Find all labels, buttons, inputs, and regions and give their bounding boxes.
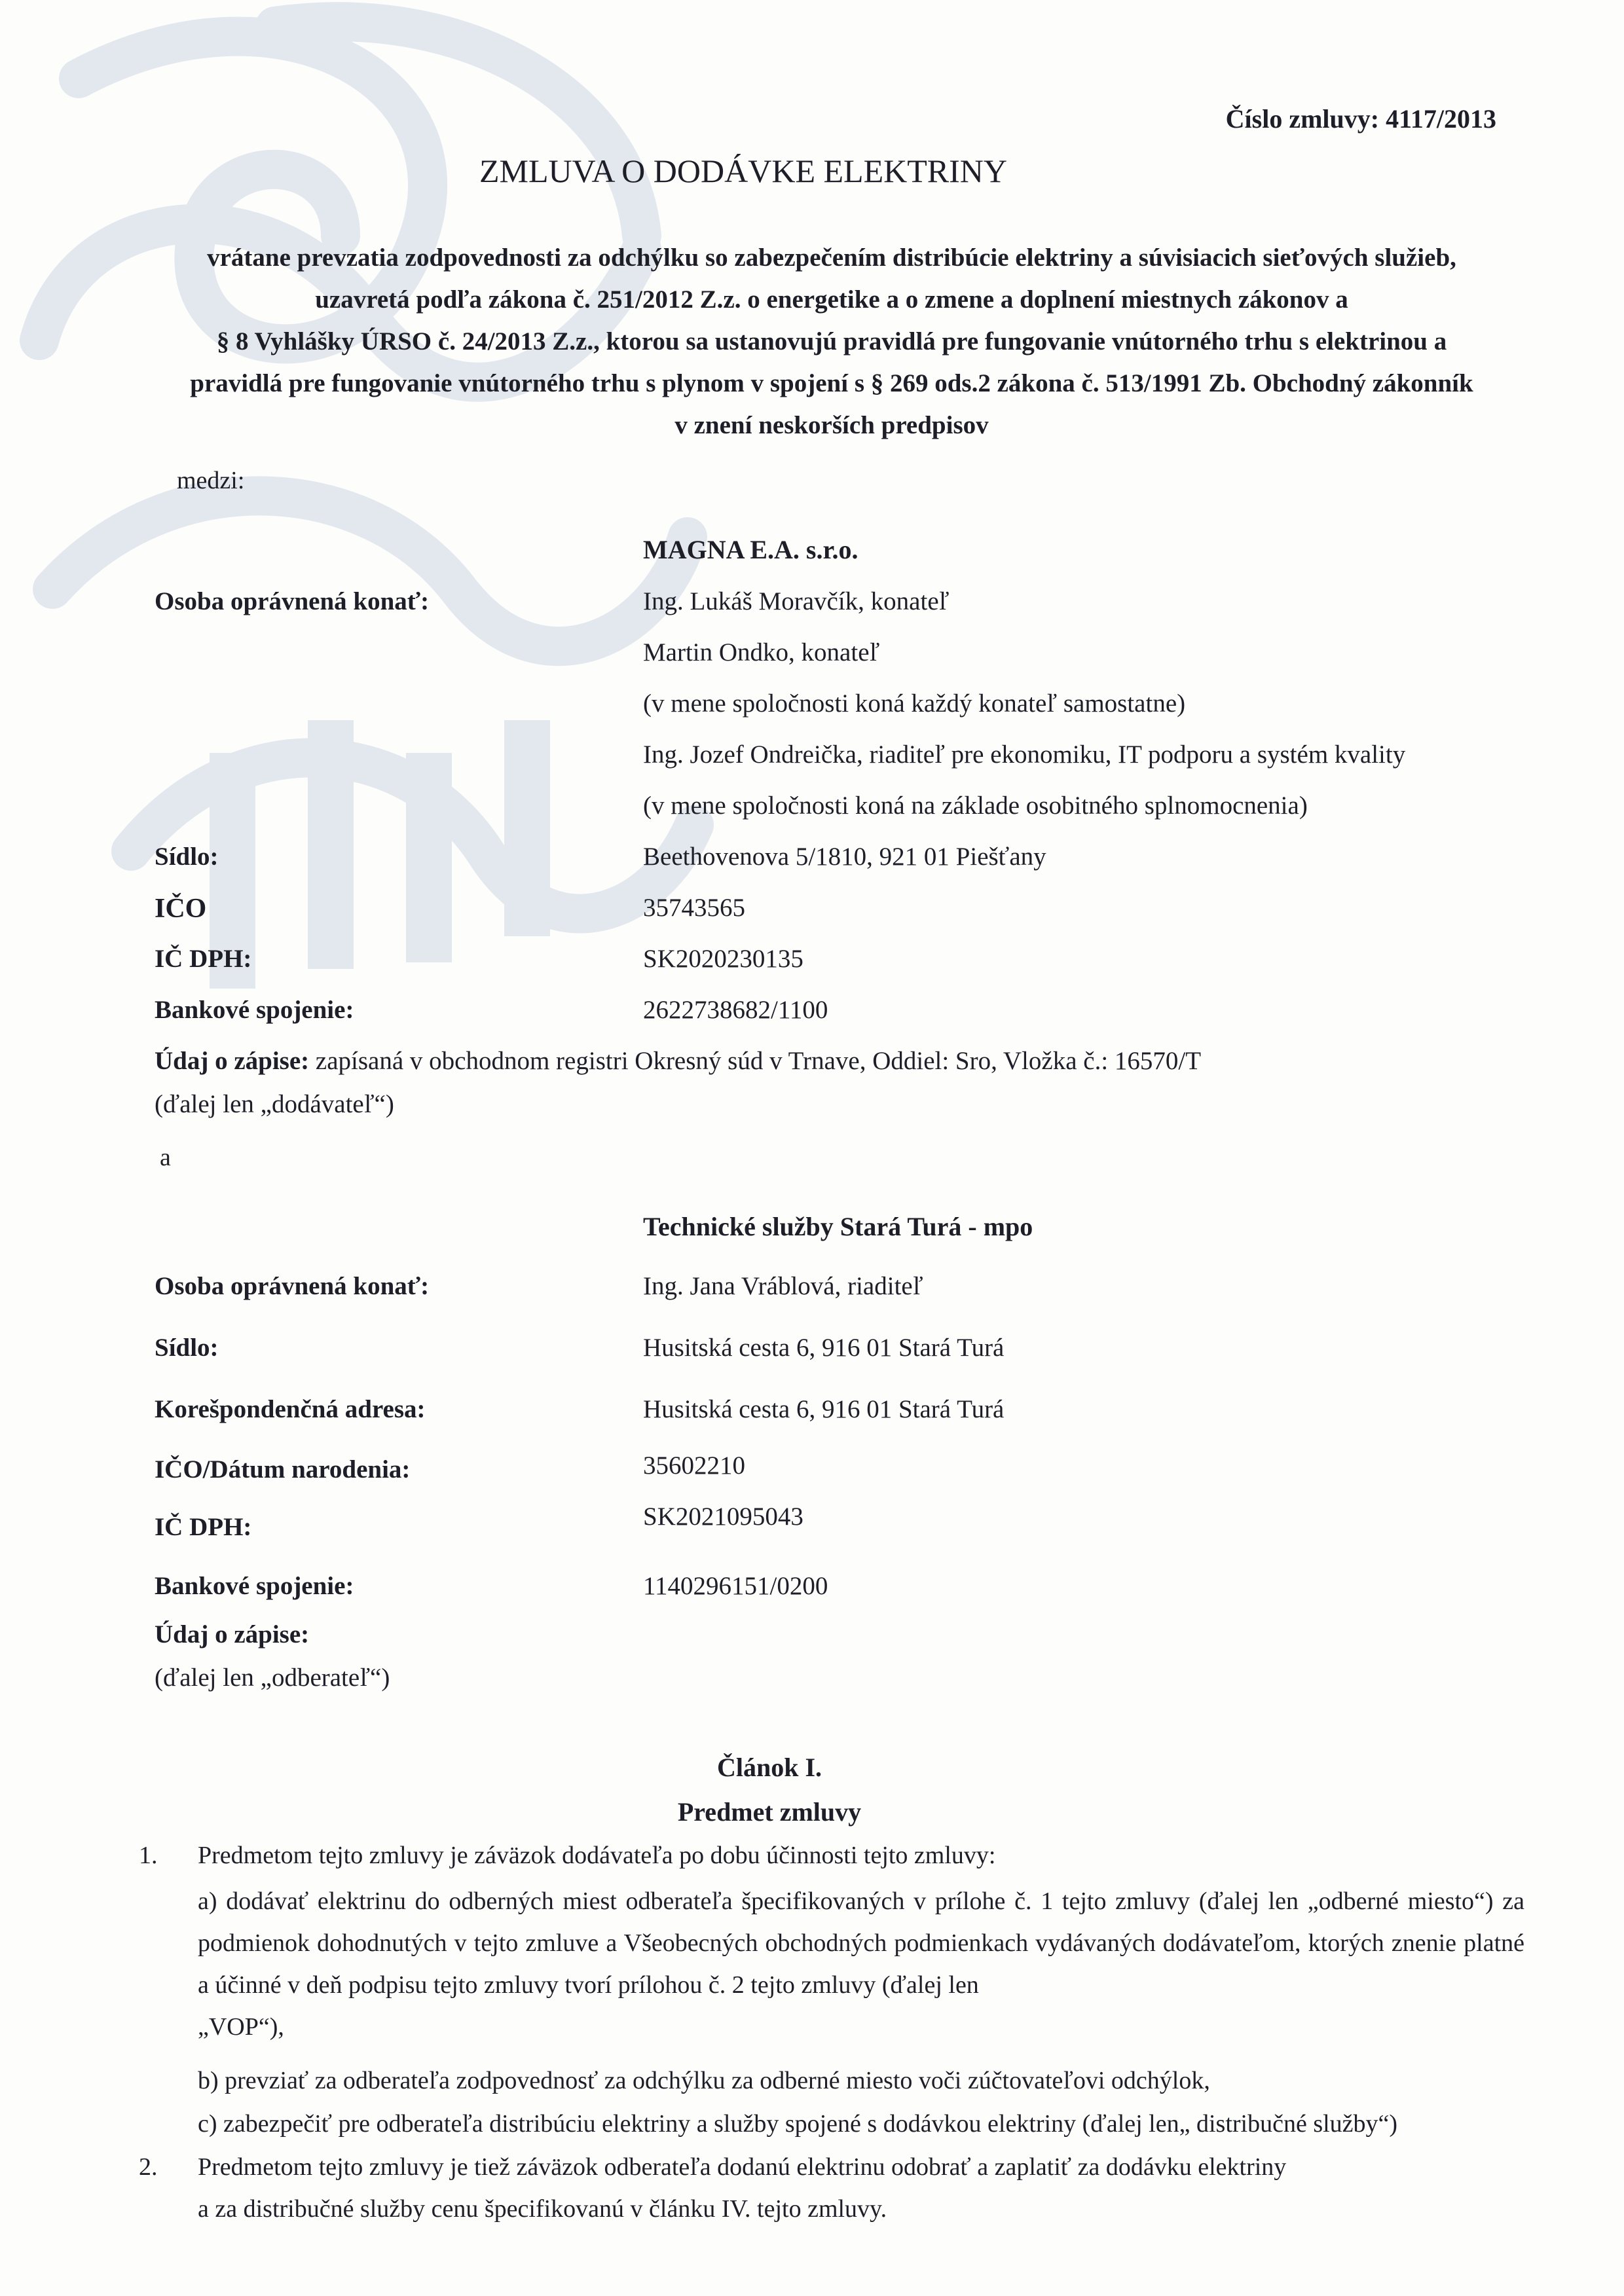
subtitle-line: § 8 Vyhlášky ÚRSO č. 24/2013 Z.z., ktorou sa ustanovujú pravidlá pre fungovanie vnútorného trhu s elektrinou a xyxy=(216,327,1447,355)
item-sub-b: b) prevziať za odberateľa zodpovednosť za odchýlku za odberné miesto voči zúčtovateľovi odchýlok, xyxy=(198,2067,1210,2094)
subtitle-line: v znení neskorších predpisov xyxy=(674,411,989,439)
customer-register-label: Údaj o zápise: xyxy=(155,1620,310,1649)
supplier-bank: 2622738682/1100 xyxy=(643,996,828,1024)
item-sub-a-last: „VOP“), xyxy=(198,2013,284,2041)
supplier-register-label: Údaj o zápise: xyxy=(155,1047,310,1075)
item-number: 1. xyxy=(139,1842,158,1869)
supplier-seat: Beethovenova 5/1810, 921 01 Piešťany xyxy=(643,843,1046,871)
customer-corr: Husitská cesta 6, 916 01 Stará Turá xyxy=(643,1395,1005,1423)
supplier-seat-label: Sídlo: xyxy=(155,843,219,871)
customer-corr-label: Korešpondenčná adresa: xyxy=(155,1395,426,1423)
customer-ico: 35602210 xyxy=(643,1451,745,1480)
supplier-icdph-label: IČ DPH: xyxy=(155,945,252,973)
contract-number: Číslo zmluvy: 4117/2013 xyxy=(1225,104,1496,134)
item-number: 2. xyxy=(139,2153,158,2181)
customer-bank: 1140296151/0200 xyxy=(643,1572,828,1600)
customer-ico-label: IČO/Dátum narodenia: xyxy=(155,1455,411,1484)
supplier-ico-label: IČO xyxy=(155,894,207,924)
supplier-bank-label: Bankové spojenie: xyxy=(155,996,354,1024)
supplier-authorized-line: Martin Ondko, konateľ xyxy=(643,638,880,666)
subtitle-line: pravidlá pre fungovanie vnútorného trhu s plynom v spojení s § 269 ods.2 zákona č. 513/1991 Zb. Obchodný zákonník xyxy=(190,369,1473,397)
article-number: Článok I. xyxy=(716,1753,822,1782)
item-sub-a xyxy=(198,1880,1524,2048)
subtitle-line: uzavretá podľa zákona č. 251/2012 Z.z. o energetike a o zmene a doplnení miestnych zákonov a xyxy=(315,285,1348,314)
supplier-name: MAGNA E.A. s.r.o. xyxy=(643,535,858,564)
article-title: Predmet zmluvy xyxy=(677,1797,862,1827)
supplier-alias: (ďalej len „dodávateľ“) xyxy=(155,1090,394,1118)
customer-alias: (ďalej len „odberateľ“) xyxy=(155,1664,390,1692)
customer-authorized: Ing. Jana Vráblová, riaditeľ xyxy=(643,1272,923,1300)
between-label: medzi: xyxy=(177,467,245,494)
supplier-authorized-line: (v mene spoločnosti koná na základe osobitného splnomocnenia) xyxy=(643,792,1308,820)
supplier-register-value: zapísaná v obchodnom registri Okresný súd v Trnave, Oddiel: Sro, Vložka č.: 16570/T xyxy=(315,1047,1202,1075)
item-sub-c: c) zabezpečiť pre odberateľa distribúciu elektriny a služby spojené s dodávkou elektriny (ďalej len„ distribučné služby“) xyxy=(198,2110,1398,2138)
customer-seat: Husitská cesta 6, 916 01 Stará Turá xyxy=(643,1334,1005,1362)
document-subtitle xyxy=(118,237,1545,446)
and-separator: a xyxy=(160,1144,171,1171)
customer-authorized-label: Osoba oprávnená konať: xyxy=(155,1272,430,1300)
item-text: Predmetom tejto zmluvy je záväzok dodávateľa po dobu účinnosti tejto zmluvy: xyxy=(198,1842,996,1869)
supplier-authorized-line: (v mene spoločnosti koná každý konateľ samostatne) xyxy=(643,689,1186,718)
customer-seat-label: Sídlo: xyxy=(155,1334,219,1362)
customer-icdph-label: IČ DPH: xyxy=(155,1513,252,1541)
supplier-authorized-line: Ing. Lukáš Moravčík, konateľ xyxy=(643,587,950,615)
customer-icdph: SK2021095043 xyxy=(643,1503,803,1531)
supplier-authorized-label: Osoba oprávnená konať: xyxy=(155,587,430,615)
item-text: Predmetom tejto zmluvy je tiež záväzok odberateľa dodanú elektrinu odobrať a zaplatiť za dodávku elektriny xyxy=(198,2153,1287,2181)
item-sub-a-text: a) dodávať elektrinu do odberných miest odberateľa špecifikovaných v prílohe č. 1 tejto zmluvy (ďalej len „odberné miesto“) za podmienok dohodnutých v tejto zmluve a Všeobecných obchodných podmienkach vydávaných dodávateľom, ktorých znenie platné a účinné v deň podpisu tejto zmluvy tvorí prílohou č. 2 tejto zmluvy (ďalej len xyxy=(198,1887,1524,1999)
subtitle-line: vrátane prevzatia zodpovednosti za odchýlku so zabezpečením distribúcie elektriny a súvisiacich sieťových služieb, xyxy=(207,244,1456,272)
supplier-authorized-line: Ing. Jozef Ondreička, riaditeľ pre ekonomiku, IT podporu a systém kvality xyxy=(643,740,1406,769)
customer-name: Technické služby Stará Turá - mpo xyxy=(643,1212,1033,1241)
supplier-register xyxy=(155,1046,1201,1076)
supplier-ico: 35743565 xyxy=(643,894,745,922)
supplier-icdph: SK2020230135 xyxy=(643,945,803,973)
item-text-cont: a za distribučné služby cenu špecifikovanú v článku IV. tejto zmluvy. xyxy=(198,2195,887,2223)
customer-bank-label: Bankové spojenie: xyxy=(155,1572,354,1600)
document-title: ZMLUVA O DODÁVKE ELEKTRINY xyxy=(479,153,1007,189)
